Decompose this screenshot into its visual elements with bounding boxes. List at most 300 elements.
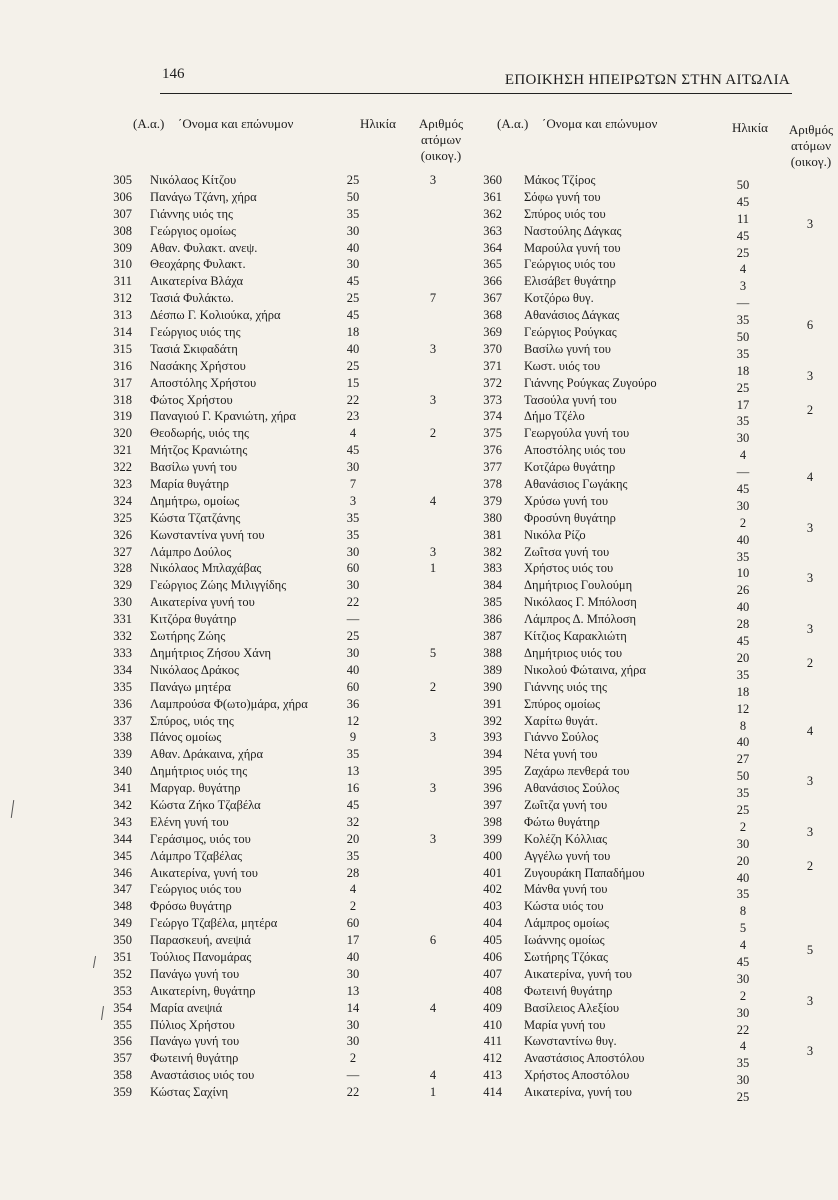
person-name: Αγγέλω γυνή του bbox=[524, 848, 611, 863]
entry-number: 347 bbox=[113, 882, 132, 897]
age-value: 45 bbox=[736, 228, 750, 243]
entry-number: 310 bbox=[113, 257, 132, 272]
age-value: 17 bbox=[346, 933, 360, 948]
age-value: 35 bbox=[346, 206, 360, 221]
entry-number: 373 bbox=[483, 392, 502, 407]
person-name: Αναστάσιος υιός του bbox=[150, 1068, 255, 1083]
entry-number: 331 bbox=[113, 612, 132, 627]
age-value: 45 bbox=[346, 308, 360, 323]
age-value: 4 bbox=[739, 938, 747, 953]
left-header-household-3: (οικογ.) bbox=[420, 148, 462, 163]
entry-number: 400 bbox=[483, 848, 502, 863]
person-name: Σόφω γυνή του bbox=[524, 189, 601, 204]
person-name: Χρήστος Αποστόλου bbox=[524, 1068, 630, 1083]
age-value: 25 bbox=[736, 802, 750, 817]
age-value: — bbox=[346, 612, 360, 627]
person-name: Σωτήρης Ζώης bbox=[150, 629, 226, 644]
entry-number: 334 bbox=[113, 662, 132, 677]
entry-number: 318 bbox=[113, 392, 132, 407]
left-header-name: ΄Ονομα και επώνυμον bbox=[178, 116, 294, 131]
age-value: 25 bbox=[346, 173, 360, 187]
household-size: 2 bbox=[429, 426, 437, 441]
person-name: Ζωΐτσα γυνή του bbox=[524, 544, 610, 559]
household-size: 3 bbox=[806, 571, 814, 586]
entry-number: 338 bbox=[113, 730, 132, 745]
person-name: Γεώργιος Ζώης Μιλιγγίδης bbox=[150, 578, 287, 593]
household-size: 2 bbox=[429, 679, 437, 694]
person-name: Τασιά Φυλάκτω. bbox=[150, 291, 234, 306]
age-value: 35 bbox=[346, 747, 360, 762]
person-name: Λάμπρο Τζαβέλας bbox=[150, 848, 243, 863]
entry-number: 385 bbox=[483, 595, 502, 610]
age-value: 45 bbox=[736, 194, 750, 209]
person-name: Αθαν. Φυλακτ. ανεψ. bbox=[150, 240, 258, 255]
age-value: 16 bbox=[346, 781, 360, 796]
person-name: Αθαν. Δράκαινα, χήρα bbox=[150, 747, 264, 762]
entry-number: 413 bbox=[483, 1068, 502, 1083]
age-value: 25 bbox=[736, 1090, 750, 1105]
age-value: 3 bbox=[739, 279, 747, 294]
person-name: Γεώργιος ομοίως bbox=[150, 223, 236, 238]
person-name: Νικόλαος Μπλαχάβας bbox=[150, 561, 262, 576]
entry-number: 327 bbox=[113, 544, 132, 559]
age-value: 17 bbox=[736, 397, 750, 412]
entry-number: 378 bbox=[483, 477, 502, 492]
age-value: 5 bbox=[739, 921, 747, 936]
person-name: Χαρίτω θυγάτ. bbox=[524, 713, 598, 728]
right-header-aa: (Α.α.) bbox=[497, 116, 529, 131]
right-header-household-2: ατόμων bbox=[791, 138, 831, 153]
person-name: Κωνσταντίνα γυνή του bbox=[150, 527, 265, 542]
age-value: 45 bbox=[346, 443, 360, 458]
age-value: 40 bbox=[736, 735, 750, 750]
entry-number: 409 bbox=[483, 1000, 502, 1015]
left-header-aa: (Α.α.) bbox=[133, 116, 165, 131]
entry-number: 337 bbox=[113, 713, 132, 728]
person-name: Πανάγω Τζάνη, χήρα bbox=[150, 189, 257, 204]
person-name: Κώστας Σαχίνη bbox=[150, 1085, 229, 1100]
age-value: 40 bbox=[346, 949, 360, 964]
right-header-household-3: (οικογ.) bbox=[790, 154, 832, 169]
person-name: Βασίλω γυνή του bbox=[150, 460, 237, 475]
age-value: 30 bbox=[346, 645, 360, 660]
household-size: 2 bbox=[806, 858, 814, 873]
entry-number: 308 bbox=[113, 223, 132, 238]
person-name: Παρασκευή, ανεψιά bbox=[150, 933, 251, 948]
person-name: Φωτεινή θυγάτηρ bbox=[524, 983, 613, 998]
person-name: Πύλιος Χρήστου bbox=[150, 1017, 235, 1032]
entry-number: 357 bbox=[113, 1051, 132, 1066]
entry-number: 382 bbox=[483, 544, 502, 559]
entry-number: 353 bbox=[113, 983, 132, 998]
age-value: 30 bbox=[346, 1017, 360, 1032]
entry-number: 305 bbox=[113, 173, 132, 187]
entry-number: 344 bbox=[113, 831, 132, 846]
age-value: 22 bbox=[346, 392, 360, 407]
entry-number: 339 bbox=[113, 747, 132, 762]
entry-number: 397 bbox=[483, 797, 502, 812]
entry-number: 352 bbox=[113, 966, 132, 981]
household-size: 3 bbox=[806, 1044, 814, 1059]
person-name: Σπύρος, υιός της bbox=[150, 713, 234, 728]
age-value: 26 bbox=[736, 583, 750, 598]
age-value: 8 bbox=[739, 904, 747, 919]
age-value: 45 bbox=[736, 482, 750, 497]
age-value: 40 bbox=[346, 341, 360, 356]
person-name: Γεώργο Τζαβέλα, μητέρα bbox=[150, 916, 278, 931]
age-value: 60 bbox=[346, 916, 360, 931]
person-name: Δέσπω Γ. Κολιούκα, χήρα bbox=[150, 308, 281, 323]
age-value: 30 bbox=[736, 498, 750, 513]
age-value: 20 bbox=[736, 650, 750, 665]
age-value: 2 bbox=[349, 1051, 357, 1066]
person-name: Γεωργούλα γυνή του bbox=[524, 426, 630, 441]
entry-number: 362 bbox=[483, 206, 502, 221]
person-name: Γεράσιμος, υιός του bbox=[150, 831, 251, 846]
age-value: 40 bbox=[346, 662, 360, 677]
age-value: 12 bbox=[736, 701, 750, 716]
age-value: 4 bbox=[349, 882, 357, 897]
age-value: 2 bbox=[739, 819, 747, 834]
entry-number: 325 bbox=[113, 510, 132, 525]
person-name: Αικατερίνα γυνή του bbox=[150, 595, 255, 610]
person-name: Αθανάσιος Δάγκας bbox=[524, 308, 620, 323]
entry-number: 367 bbox=[483, 291, 502, 306]
entry-number: 316 bbox=[113, 358, 132, 373]
age-value: 40 bbox=[736, 870, 750, 885]
person-name: Σωτήρης Τζόκας bbox=[524, 949, 608, 964]
person-name: Λάμπρος Δ. Μπόλοση bbox=[524, 612, 637, 627]
entry-number: 375 bbox=[483, 426, 502, 441]
household-size: 5 bbox=[806, 943, 814, 958]
age-value: 32 bbox=[346, 814, 360, 829]
age-value: 30 bbox=[346, 966, 360, 981]
household-size: 4 bbox=[429, 1000, 437, 1015]
household-size: 3 bbox=[806, 622, 814, 637]
person-name: Πανάγω γυνή του bbox=[150, 1034, 240, 1049]
entry-number: 388 bbox=[483, 645, 502, 660]
household-size: 3 bbox=[429, 730, 437, 745]
age-value: 50 bbox=[736, 178, 750, 192]
entry-number: 323 bbox=[113, 477, 132, 492]
age-value: 14 bbox=[346, 1000, 360, 1015]
age-value: 25 bbox=[736, 245, 750, 260]
person-name: Μαρούλα γυνή του bbox=[524, 240, 621, 255]
age-value: 60 bbox=[346, 561, 360, 576]
entry-number: 404 bbox=[483, 916, 502, 931]
person-name: Παναγιού Γ. Κρανιώτη, χήρα bbox=[150, 409, 296, 424]
person-name: Γεώργιος Ρούγκας bbox=[524, 325, 617, 340]
person-name: Δήμο Τζέλο bbox=[524, 409, 585, 424]
left-header-household-2: ατόμων bbox=[421, 132, 461, 147]
entry-number: 363 bbox=[483, 223, 502, 238]
household-size: 3 bbox=[429, 392, 437, 407]
entry-number: 311 bbox=[113, 274, 132, 289]
left-header-household bbox=[408, 116, 474, 164]
entry-number: 364 bbox=[483, 240, 502, 255]
entry-number: 405 bbox=[483, 933, 502, 948]
age-value: 25 bbox=[736, 380, 750, 395]
entry-number: 398 bbox=[483, 814, 502, 829]
age-value: 30 bbox=[736, 1073, 750, 1088]
person-name: Γιάννης Ρούγκας Ζυγούρο bbox=[524, 375, 657, 390]
entry-number: 391 bbox=[483, 696, 502, 711]
entry-number: 309 bbox=[113, 240, 132, 255]
age-value: — bbox=[346, 1068, 360, 1083]
person-name: Λάμπρο Δούλος bbox=[150, 544, 232, 559]
age-value: 35 bbox=[346, 510, 360, 525]
person-name: Μαρία γυνή του bbox=[524, 1017, 606, 1032]
person-name: Γιάννης υιός της bbox=[524, 679, 608, 694]
household-size: 6 bbox=[806, 318, 814, 333]
header-rule bbox=[160, 93, 792, 94]
entry-number: 369 bbox=[483, 325, 502, 340]
person-name: Βασίλω γυνή του bbox=[524, 341, 611, 356]
entry-number: 332 bbox=[113, 629, 132, 644]
person-name: Γιάννο Σούλος bbox=[524, 730, 599, 745]
person-name: Αικατερίνα, γυνή του bbox=[524, 966, 632, 981]
household-size: 6 bbox=[429, 933, 437, 948]
person-name: Τασούλα γυνή του bbox=[524, 392, 617, 407]
person-name: Ελένη γυνή του bbox=[150, 814, 229, 829]
household-size: 7 bbox=[429, 291, 437, 306]
entry-number: 336 bbox=[113, 696, 132, 711]
entry-number: 313 bbox=[113, 308, 132, 323]
person-name: Μάκος Τζίρος bbox=[524, 173, 596, 187]
entry-number: 390 bbox=[483, 679, 502, 694]
entry-number: 406 bbox=[483, 949, 502, 964]
household-size: 3 bbox=[429, 173, 437, 187]
person-name: Μήτζος Κρανιώτης bbox=[150, 443, 248, 458]
person-name: Νικόλαος Γ. Μπόλοση bbox=[524, 595, 637, 610]
age-value: 35 bbox=[736, 414, 750, 429]
person-name: Ζωΐτζα γυνή του bbox=[524, 797, 608, 812]
age-value: — bbox=[736, 296, 750, 311]
person-name: Βασίλειος Αλεξίου bbox=[524, 1000, 620, 1015]
person-name: Ζυγουράκη Παπαδήμου bbox=[524, 865, 645, 880]
age-value: 18 bbox=[346, 325, 360, 340]
age-value: 40 bbox=[736, 532, 750, 547]
entry-number: 410 bbox=[483, 1017, 502, 1032]
household-size: 3 bbox=[806, 774, 814, 789]
entry-number: 348 bbox=[113, 899, 132, 914]
entry-number: 361 bbox=[483, 189, 502, 204]
entry-number: 402 bbox=[483, 882, 502, 897]
age-value: 40 bbox=[346, 240, 360, 255]
entry-number: 396 bbox=[483, 781, 502, 796]
person-name: Νικόλα Ρίζο bbox=[524, 527, 586, 542]
age-value: 15 bbox=[346, 375, 360, 390]
entry-number: 326 bbox=[113, 527, 132, 542]
age-value: — bbox=[736, 465, 750, 480]
age-value: 18 bbox=[736, 684, 750, 699]
age-value: 35 bbox=[736, 549, 750, 564]
person-name: Αποστόλης Χρήστου bbox=[150, 375, 257, 390]
person-name: Κοτζόρω θυγ. bbox=[524, 291, 594, 306]
person-name: Φρόσω θυγάτηρ bbox=[150, 899, 232, 914]
entry-number: 387 bbox=[483, 629, 502, 644]
entry-number: 341 bbox=[113, 781, 132, 796]
right-header-household bbox=[782, 122, 838, 170]
entry-number: 314 bbox=[113, 325, 132, 340]
person-name: Ναστούλης Δάγκας bbox=[524, 223, 622, 238]
person-name: Γεώργιος υιός του bbox=[150, 882, 242, 897]
person-name: Νικόλαος Κίτζου bbox=[150, 173, 237, 187]
entry-number: 345 bbox=[113, 848, 132, 863]
age-value: 28 bbox=[346, 865, 360, 880]
left-header-household-1: Αριθμός bbox=[418, 116, 464, 131]
household-size: 3 bbox=[806, 824, 814, 839]
household-size: 2 bbox=[806, 655, 814, 670]
entry-number: 307 bbox=[113, 206, 132, 221]
entry-number: 376 bbox=[483, 443, 502, 458]
person-name: Τούλιος Πανομάρας bbox=[150, 949, 252, 964]
age-value: 13 bbox=[346, 983, 360, 998]
age-value: 27 bbox=[736, 752, 750, 767]
person-name: Κοτζάρω θυγάτηρ bbox=[524, 460, 616, 475]
entry-number: 315 bbox=[113, 341, 132, 356]
person-name: Πανάγω γυνή του bbox=[150, 966, 240, 981]
entry-number: 370 bbox=[483, 341, 502, 356]
age-value: 25 bbox=[346, 358, 360, 373]
entry-number: 395 bbox=[483, 764, 502, 779]
age-value: 30 bbox=[346, 257, 360, 272]
person-name: Δημήτριος υιός της bbox=[150, 764, 248, 779]
entry-number: 360 bbox=[483, 173, 502, 187]
entry-number: 330 bbox=[113, 595, 132, 610]
household-size: 3 bbox=[806, 216, 814, 231]
household-size: 1 bbox=[429, 561, 437, 576]
age-value: 45 bbox=[346, 797, 360, 812]
person-name: Θεοδωρής, υιός της bbox=[150, 426, 250, 441]
age-value: 8 bbox=[739, 718, 747, 733]
age-value: 4 bbox=[349, 426, 357, 441]
person-name: Νέτα γυνή του bbox=[524, 747, 598, 762]
left-header-age: Ηλικία bbox=[360, 116, 396, 131]
entry-number: 358 bbox=[113, 1068, 132, 1083]
age-value: 30 bbox=[736, 1005, 750, 1020]
person-name: Λαμπρούσα Φ(ωτο)μάρα, χήρα bbox=[150, 696, 308, 711]
person-name: Κώστα Ζήκο Τζαβέλα bbox=[150, 797, 261, 812]
age-value: 30 bbox=[346, 544, 360, 559]
right-header-age: Ηλικία bbox=[732, 120, 768, 135]
age-value: 20 bbox=[346, 831, 360, 846]
entry-number: 329 bbox=[113, 578, 132, 593]
person-name: Χρήστος υιός του bbox=[524, 561, 614, 576]
entry-number: 380 bbox=[483, 510, 502, 525]
household-size: 3 bbox=[429, 781, 437, 796]
running-title: ΕΠΟΙΚΗΣΗ ΗΠΕΙΡΩΤΩΝ ΣΤΗΝ ΑΙΤΩΛΙΑ bbox=[504, 72, 790, 88]
household-size: 3 bbox=[806, 368, 814, 383]
age-value: 4 bbox=[739, 1039, 747, 1054]
person-name: Χρύσω γυνή του bbox=[524, 493, 609, 508]
margin-mark bbox=[11, 800, 14, 818]
person-name: Ιωάννης ομοίως bbox=[524, 933, 605, 948]
entry-number: 342 bbox=[113, 797, 132, 812]
age-value: 30 bbox=[736, 836, 750, 851]
right-header-household-1: Αριθμός bbox=[788, 122, 834, 137]
person-name: Αθανάσιος Γωγάκης bbox=[524, 477, 628, 492]
age-value: 30 bbox=[736, 971, 750, 986]
person-name: Νικολού Φώταινα, χήρα bbox=[524, 662, 646, 677]
person-name: Ζαχάρω πενθερά του bbox=[524, 764, 630, 779]
person-name: Θεοχάρης Φυλακτ. bbox=[150, 257, 246, 272]
entry-number: 368 bbox=[483, 308, 502, 323]
age-value: 35 bbox=[346, 848, 360, 863]
age-value: 40 bbox=[736, 600, 750, 615]
age-value: 23 bbox=[346, 409, 360, 424]
age-value: 45 bbox=[346, 274, 360, 289]
person-name: Φώτος Χρήστου bbox=[150, 392, 233, 407]
person-name: Πανάγω μητέρα bbox=[150, 679, 231, 694]
entry-number: 389 bbox=[483, 662, 502, 677]
age-value: 30 bbox=[346, 1034, 360, 1049]
entry-number: 366 bbox=[483, 274, 502, 289]
person-name: Ελισάβετ θυγάτηρ bbox=[524, 274, 616, 289]
age-value: 4 bbox=[739, 262, 747, 277]
entry-number: 349 bbox=[113, 916, 132, 931]
age-value: 2 bbox=[739, 515, 747, 530]
person-name: Νασάκης Χρήστου bbox=[150, 358, 246, 373]
age-value: 22 bbox=[736, 1022, 750, 1037]
entry-number: 350 bbox=[113, 933, 132, 948]
page-number: 146 bbox=[162, 66, 185, 82]
entry-number: 306 bbox=[113, 189, 132, 204]
entry-number: 322 bbox=[113, 460, 132, 475]
age-value: 20 bbox=[736, 853, 750, 868]
person-name: Φροσύνη θυγάτηρ bbox=[524, 510, 616, 525]
age-value: 25 bbox=[346, 629, 360, 644]
person-name: Αικατερίνα, γυνή του bbox=[524, 1085, 632, 1100]
entry-number: 354 bbox=[113, 1000, 132, 1015]
age-value: 50 bbox=[346, 189, 360, 204]
person-name: Μαρία ανεψιά bbox=[150, 1000, 223, 1015]
age-value: 30 bbox=[346, 578, 360, 593]
age-value: 13 bbox=[346, 764, 360, 779]
person-name: Φωτεινή θυγάτηρ bbox=[150, 1051, 239, 1066]
household-size: 5 bbox=[429, 645, 437, 660]
household-size: 4 bbox=[429, 493, 437, 508]
person-name: Πάνος ομοίως bbox=[150, 730, 222, 745]
age-value: 50 bbox=[736, 330, 750, 345]
age-value: 36 bbox=[346, 696, 360, 711]
household-size: 2 bbox=[806, 402, 814, 417]
age-value: 45 bbox=[736, 634, 750, 649]
age-value: 30 bbox=[346, 460, 360, 475]
age-value: 9 bbox=[349, 730, 357, 745]
age-value: 35 bbox=[736, 786, 750, 801]
entry-number: 407 bbox=[483, 966, 502, 981]
entry-number: 386 bbox=[483, 612, 502, 627]
age-value: 50 bbox=[736, 769, 750, 784]
entry-number: 371 bbox=[483, 358, 502, 373]
entry-number: 383 bbox=[483, 561, 502, 576]
entry-number: 359 bbox=[113, 1085, 132, 1100]
entry-number: 399 bbox=[483, 831, 502, 846]
entry-number: 412 bbox=[483, 1051, 502, 1066]
household-size: 1 bbox=[429, 1085, 437, 1100]
person-name: Κολέζη Κόλλιας bbox=[524, 831, 608, 846]
entry-number: 377 bbox=[483, 460, 502, 475]
person-name: Αποστόλης υιός του bbox=[524, 443, 626, 458]
entry-number: 346 bbox=[113, 865, 132, 880]
person-name: Μαργαρ. θυγάτηρ bbox=[150, 781, 241, 796]
age-value: 60 bbox=[346, 679, 360, 694]
household-size: 4 bbox=[806, 723, 814, 738]
entry-number: 320 bbox=[113, 426, 132, 441]
age-value: 30 bbox=[346, 223, 360, 238]
person-name: Δημήτριος Ζήσου Χάνη bbox=[150, 645, 272, 660]
